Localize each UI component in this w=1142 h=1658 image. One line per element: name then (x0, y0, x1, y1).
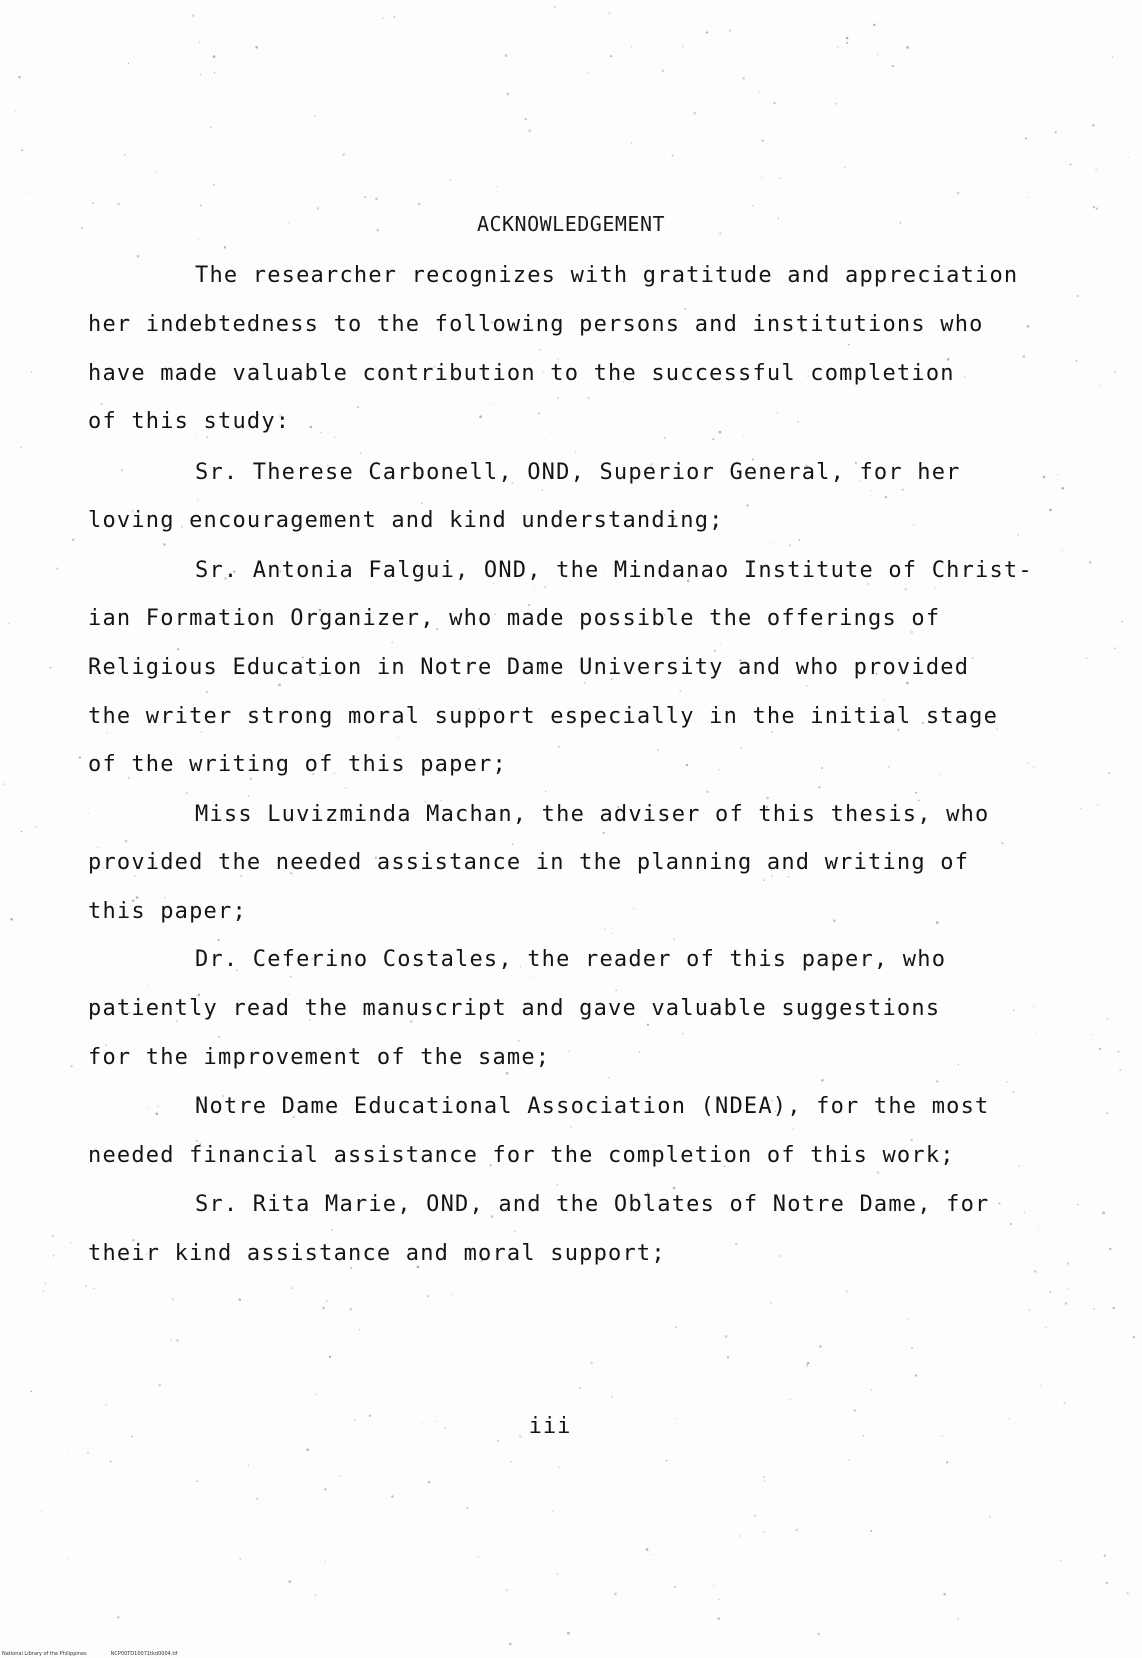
footer-library: National Library of the Philippines (2, 1651, 87, 1657)
body-line: loving encouragement and kind understanding; (88, 508, 724, 533)
body-line: Dr. Ceferino Costales, the reader of this paper, who (195, 947, 947, 972)
body-line: this paper; (88, 899, 247, 924)
heading-acknowledgement: ACKNOWLEDGEMENT (476, 212, 666, 236)
body-line: provided the needed assistance in the planning and writing of (88, 850, 970, 875)
body-line: The researcher recognizes with gratitude and appreciation (195, 263, 1019, 288)
body-line: Religious Education in Notre Dame University and who provided (88, 655, 970, 680)
body-line: have made valuable contribution to the successful completion (88, 361, 955, 386)
body-line: the writer strong moral support especially in the initial stage (88, 704, 999, 729)
body-line: Sr. Antonia Falgui, OND, the Mindanao Institute of Christ- (195, 558, 1033, 583)
page-number: iii (528, 1414, 572, 1439)
body-line: their kind assistance and moral support; (88, 1241, 666, 1266)
body-line: her indebtedness to the following persons and institutions who (88, 312, 984, 337)
scan-footer (2, 1651, 178, 1657)
body-line: Notre Dame Educational Association (NDEA), for the most (195, 1094, 990, 1119)
body-line: of this study: (88, 409, 291, 434)
body-line: ian Formation Organizer, who made possible the offerings of (88, 606, 941, 631)
body-line: Sr. Therese Carbonell, OND, Superior General, for her (195, 460, 961, 485)
body-line: Sr. Rita Marie, OND, and the Oblates of Notre Dame, for (195, 1192, 990, 1217)
body-line: needed financial assistance for the completion of this work; (88, 1143, 955, 1168)
footer-scan-id: NCP00TD10071tkd0004.tif (110, 1651, 178, 1657)
body-line: patiently read the manuscript and gave valuable suggestions (88, 996, 941, 1021)
body-line: of the writing of this paper; (88, 752, 507, 777)
body-line: Miss Luvizminda Machan, the adviser of this thesis, who (195, 802, 990, 827)
body-line: for the improvement of the same; (88, 1045, 551, 1070)
